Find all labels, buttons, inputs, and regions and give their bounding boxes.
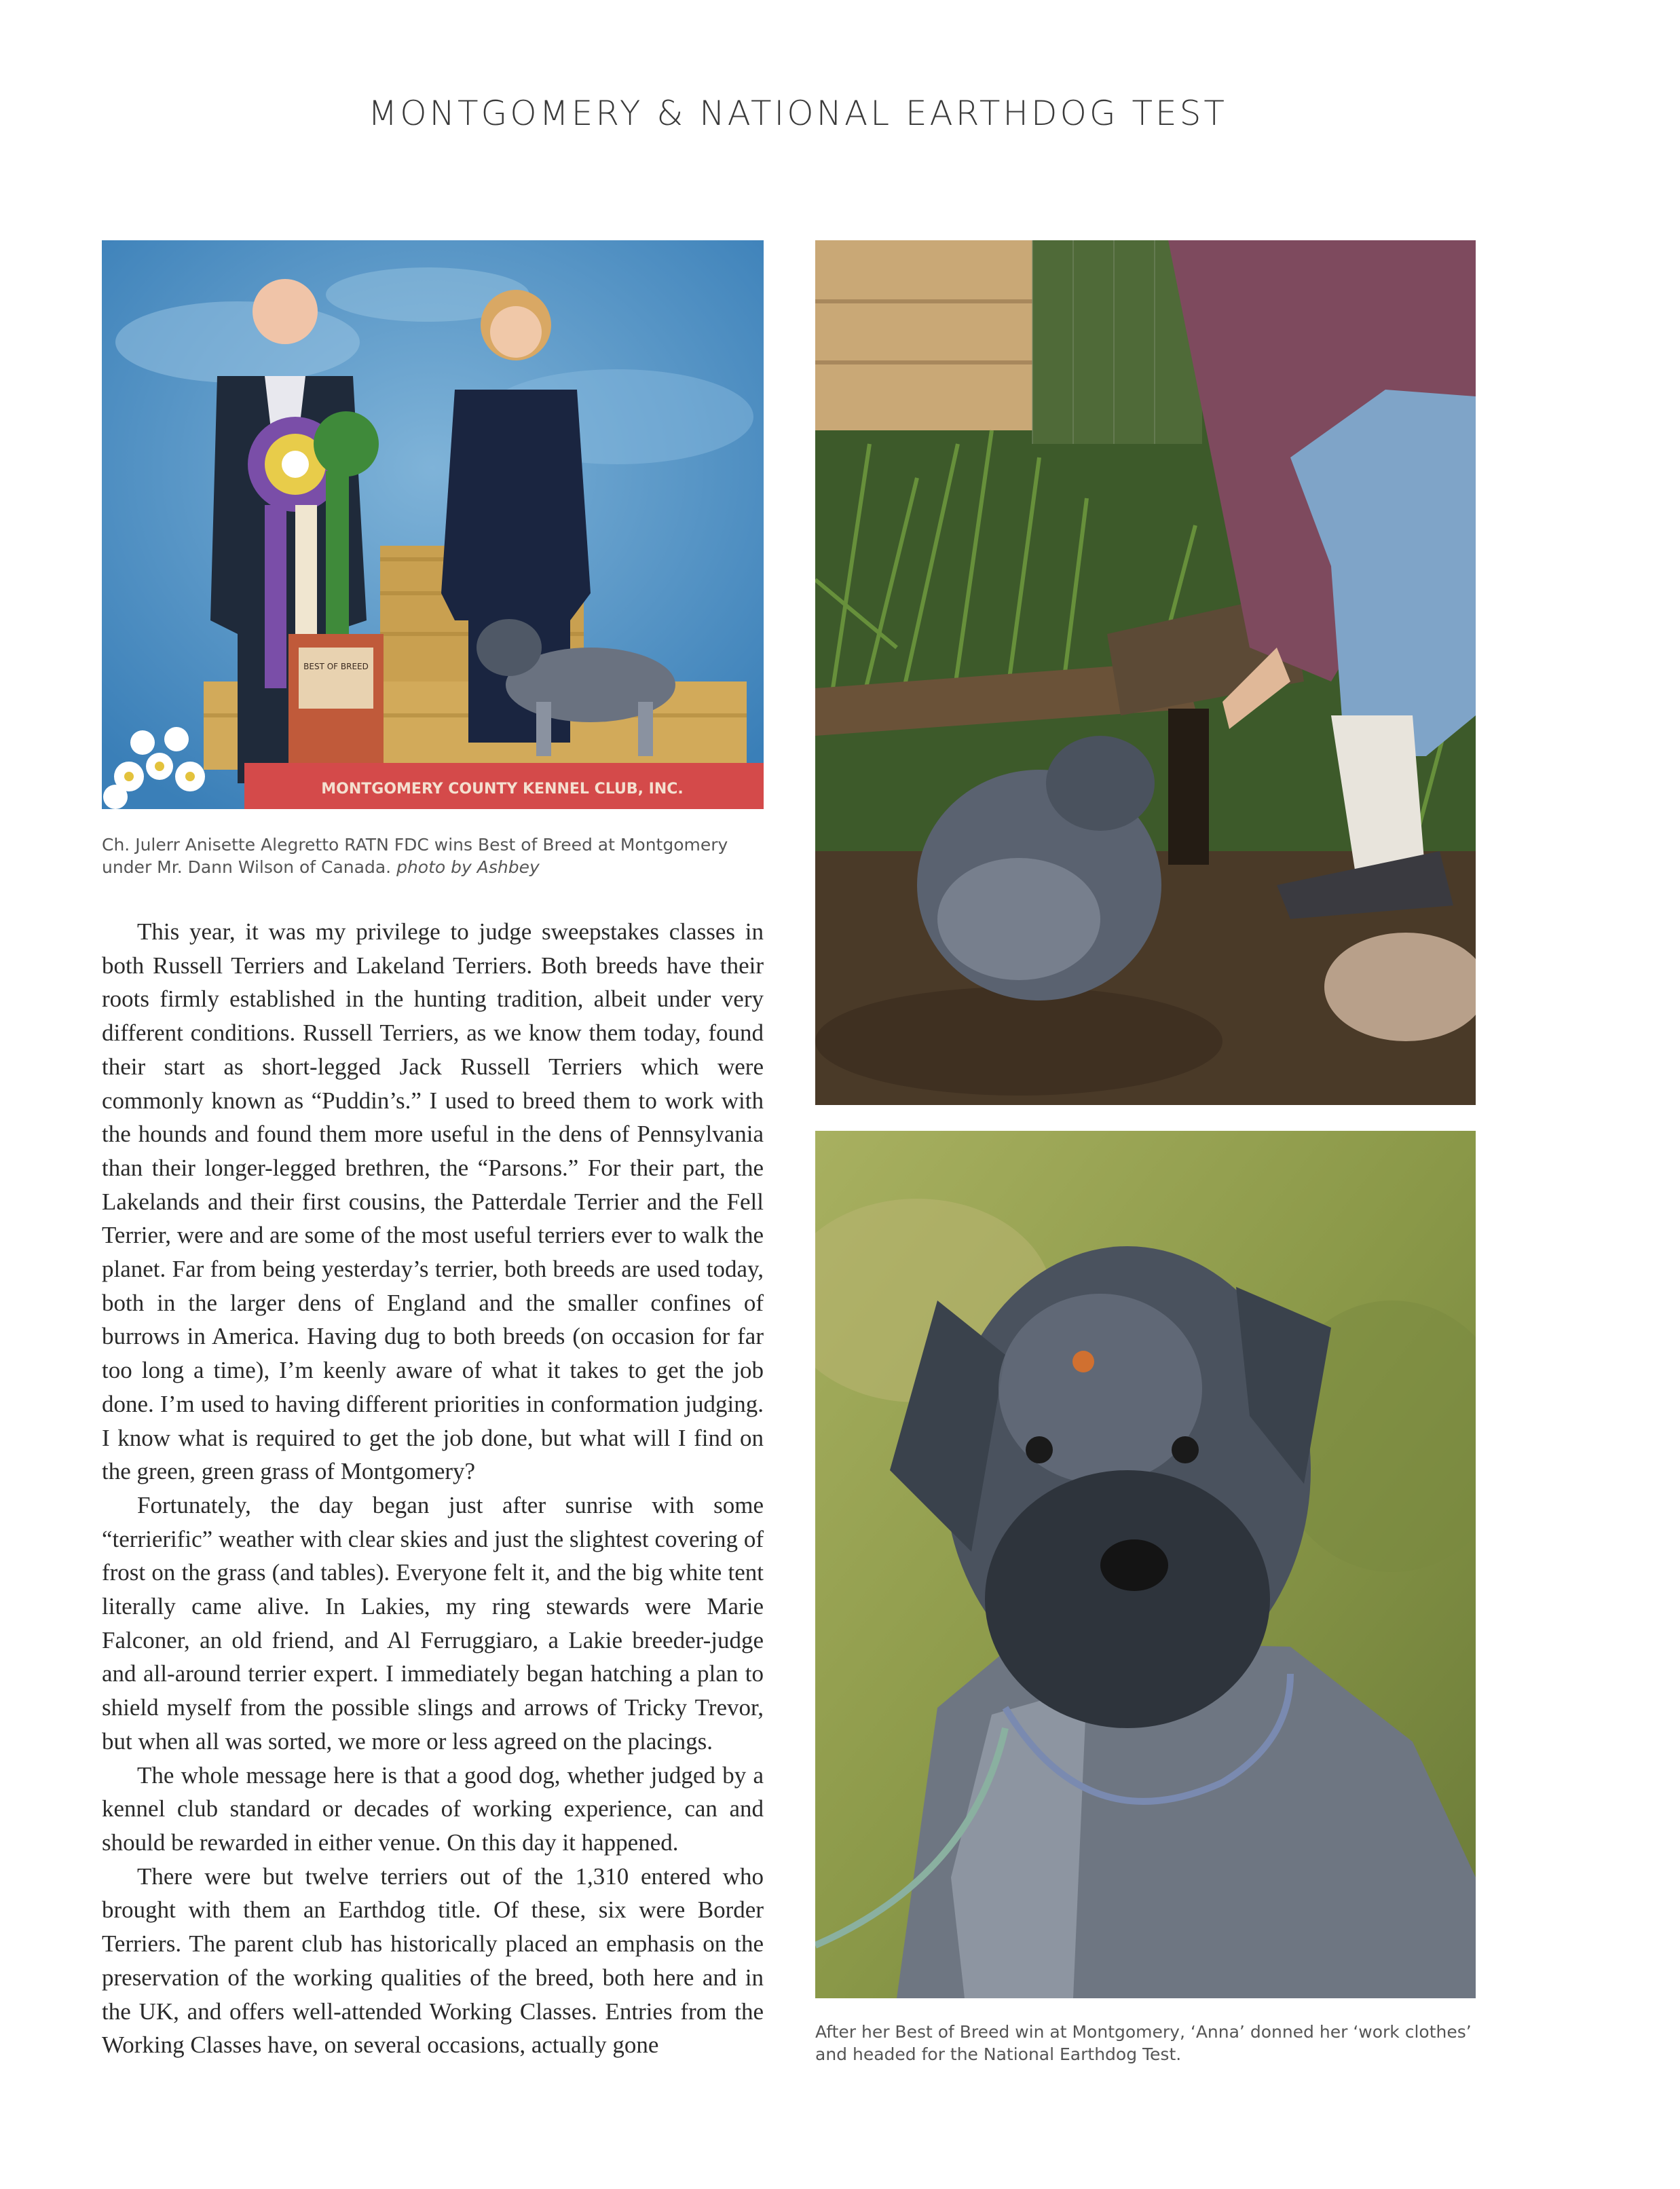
earthdog-den-photo xyxy=(815,240,1476,1105)
page-header-title: MONTGOMERY & NATIONAL EARTHDOG TEST xyxy=(368,94,1227,133)
article-paragraph: Fortunately, the day began just after sunrise with some “terrierific” weather with clear skies and just the slightest covering of frost on the grass (and tables). Everyone felt it, and the big white tent literally came alive. In Lakies, my ring stewards were Marie Falconer, an old friend, and Al Ferruggiaro, a Lakie breeder-judge and all-around terrier expert. I immediately began hatching a plan to shield myself from the possible slings and arrows of Tricky Trevor, but when all was sorted, we more or less agreed on the placings. xyxy=(102,1491,764,1755)
article-body xyxy=(102,915,764,2062)
article-paragraph: This year, it was my privilege to judge sweepstakes classes in both Russell Terriers and Lakeland Terriers. Both breeds have their roots firmly established in the hunting tradition, albeit under very different conditions. Russell Terriers, as we know them today, found their start as short-legged Jack Russell Terriers which were commonly known as “Puddin’s.” I used to breed them to work with the hounds and found them more useful in the dens of Pennsylvania than their longer-legged brethren, the “Parsons.” For their part, the Lakelands and their first cousins, the Patterdale Terrier and the Fell Terrier, were and are some of the most useful terriers ever to walk the planet. Far from being yesterday’s terrier, both breeds are used today, both in the larger dens of England and the smaller confines of burrows in America. Having dug to both breeds (on occasion for far too long a time), I’m keenly aware of what it takes to get the job done. I’m used to having different priorities in conformation judging. I know what is required to get the job done, but what will I find on the green, green grass of Montgomery? xyxy=(102,918,764,1485)
article-paragraph: There were but twelve terriers out of the 1,310 entered who brought with them an Earthdog title. Of these, six were Border Terriers. The parent club has historically placed an emphasis on the preservation of the working qualities of the breed, both here and in the UK, and offers well-attended Working Classes. Entries from the Working Classes have, on several occasions, actually gone xyxy=(102,1863,764,2059)
caption-text: Ch. Julerr Anisette Alegretto RATN FDC wins Best of Breed at Montgomery under Mr. Dann Wilson of Canada. xyxy=(102,835,728,877)
anna-portrait-caption: After her Best of Breed win at Montgomery, ‘Anna’ donned her ‘work clothes’ and headed for the National Earthdog Test. xyxy=(815,2022,1472,2064)
photo-credit: photo by Ashbey xyxy=(396,857,540,877)
article-paragraph: The whole message here is that a good dog, whether judged by a kennel club standard or decades of working experience, can and should be rewarded in either venue. On this day it happened. xyxy=(102,1761,764,1856)
best-of-breed-caption xyxy=(102,834,764,878)
sign-text: BEST OF BREED xyxy=(303,662,369,671)
banner-text: MONTGOMERY COUNTY KENNEL CLUB, INC. xyxy=(321,781,684,798)
anna-portrait-photo xyxy=(815,1131,1476,1998)
best-of-breed-photo xyxy=(102,240,764,809)
